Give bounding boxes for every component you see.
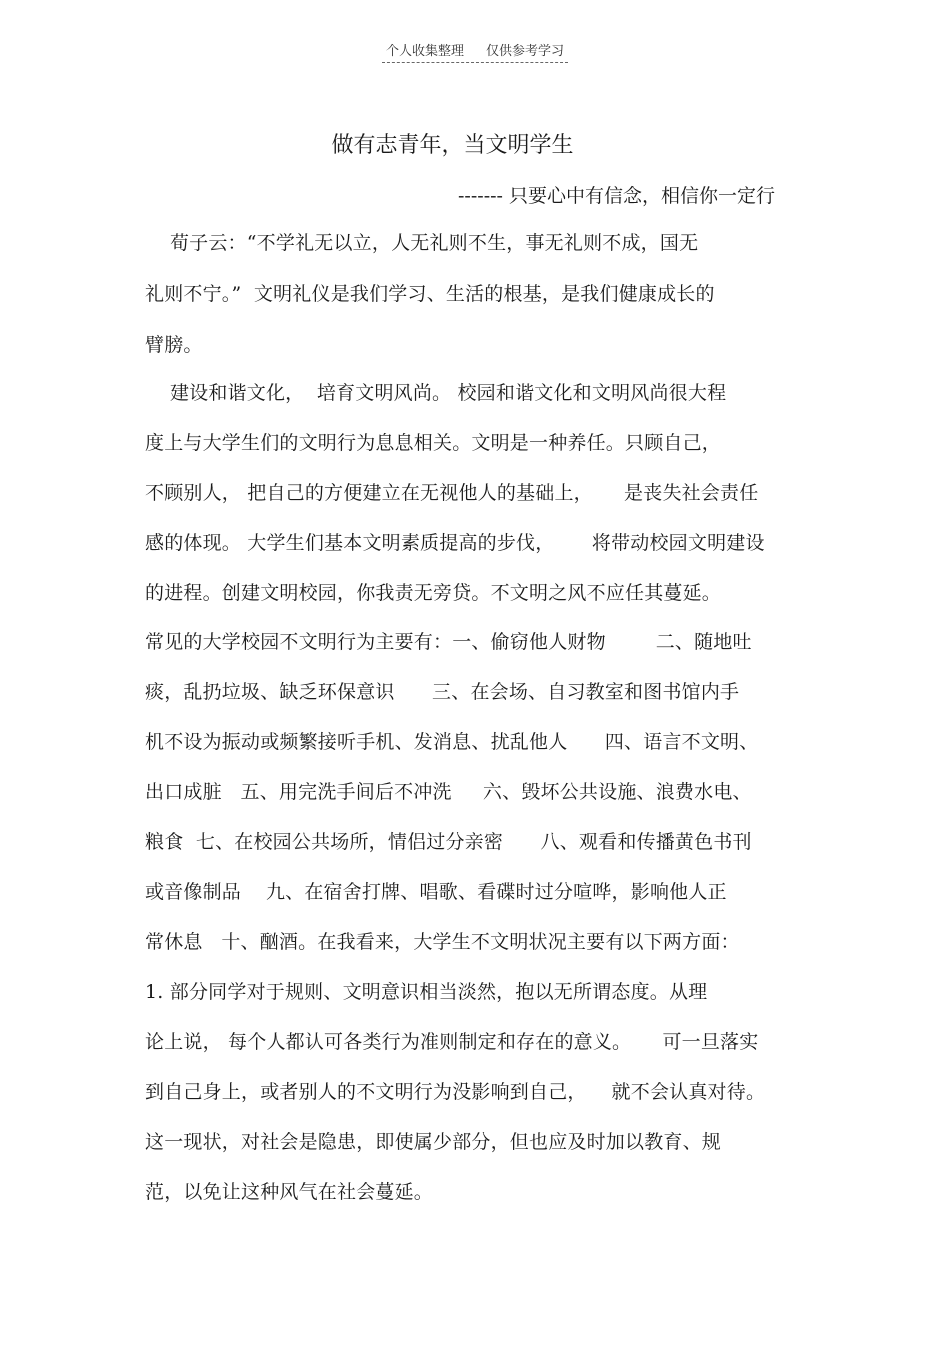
body-line: 建设和谐文化， 培育文明风尚。 校园和谐文化和文明风尚很大程 <box>145 382 727 404</box>
body-line: 荀子云：“不学礼无以立，人无礼则不生，事无礼则不成，国无 <box>145 232 699 254</box>
body-line: 礼则不宁。” 文明礼仪是我们学习、生活的根基，是我们健康成长的 <box>145 283 715 305</box>
body-line: 这一现状，对社会是隐患，即使属少部分，但也应及时加以教育、规 <box>145 1131 722 1153</box>
page-header <box>0 40 950 63</box>
body-line: 到自己身上，或者别人的不文明行为没影响到自己， 就不会认真对待。 <box>145 1081 766 1103</box>
header-right-text: 仅供参考学习 <box>486 44 565 59</box>
body-line: 范，以免让这种风气在社会蔓延。 <box>145 1181 434 1203</box>
body-line: 出口成脏 五、用完洗手间后不冲洗 六、毁坏公共设施、浪费水电、 <box>145 781 752 803</box>
body-line: 度上与大学生们的文明行为息息相关。文明是一种养任。只顾自己， <box>145 432 722 454</box>
body-line: 臂膀。 <box>145 334 203 356</box>
header-underline <box>382 40 568 63</box>
body-line: 1. 部分同学对于规则、文明意识相当淡然，抱以无所谓态度。从理 <box>145 981 708 1003</box>
body-line: 论上说， 每个人都认可各类行为准则制定和存在的意义。 可一旦落实 <box>145 1031 759 1053</box>
body-line: 或音像制品 九、在宿舍打牌、唱歌、看碟时过分喧哗，影响他人正 <box>145 881 727 903</box>
document-subtitle: ------- 只要心中有信念，相信你一定行 <box>458 185 775 207</box>
body-line: 不顾别人， 把自己的方便建立在无视他人的基础上， 是丧失社会责任 <box>145 482 759 504</box>
body-line: 痰，乱扔垃圾、缺乏环保意识 三、在会场、自习教室和图书馆内手 <box>145 681 740 703</box>
header-left-text: 个人收集整理 <box>385 44 464 59</box>
body-line: 常休息 十、酗酒。在我看来，大学生不文明状况主要有以下两方面： <box>145 931 740 953</box>
body-line: 的进程。创建文明校园，你我责无旁贷。不文明之风不应任其蔓延。 <box>145 582 722 604</box>
body-line: 粮食 七、在校园公共场所，情侣过分亲密 八、观看和传播黄色书刊 <box>145 831 752 853</box>
body-line: 机不设为振动或频繁接听手机、发消息、扰乱他人 四、语言不文明、 <box>145 731 759 753</box>
document-title: 做有志青年，当文明学生 <box>331 133 574 158</box>
body-line: 感的体现。 大学生们基本文明素质提高的步伐， 将带动校园文明建设 <box>145 532 765 554</box>
body-line: 常见的大学校园不文明行为主要有：一、偷窃他人财物 二、随地吐 <box>145 631 752 653</box>
